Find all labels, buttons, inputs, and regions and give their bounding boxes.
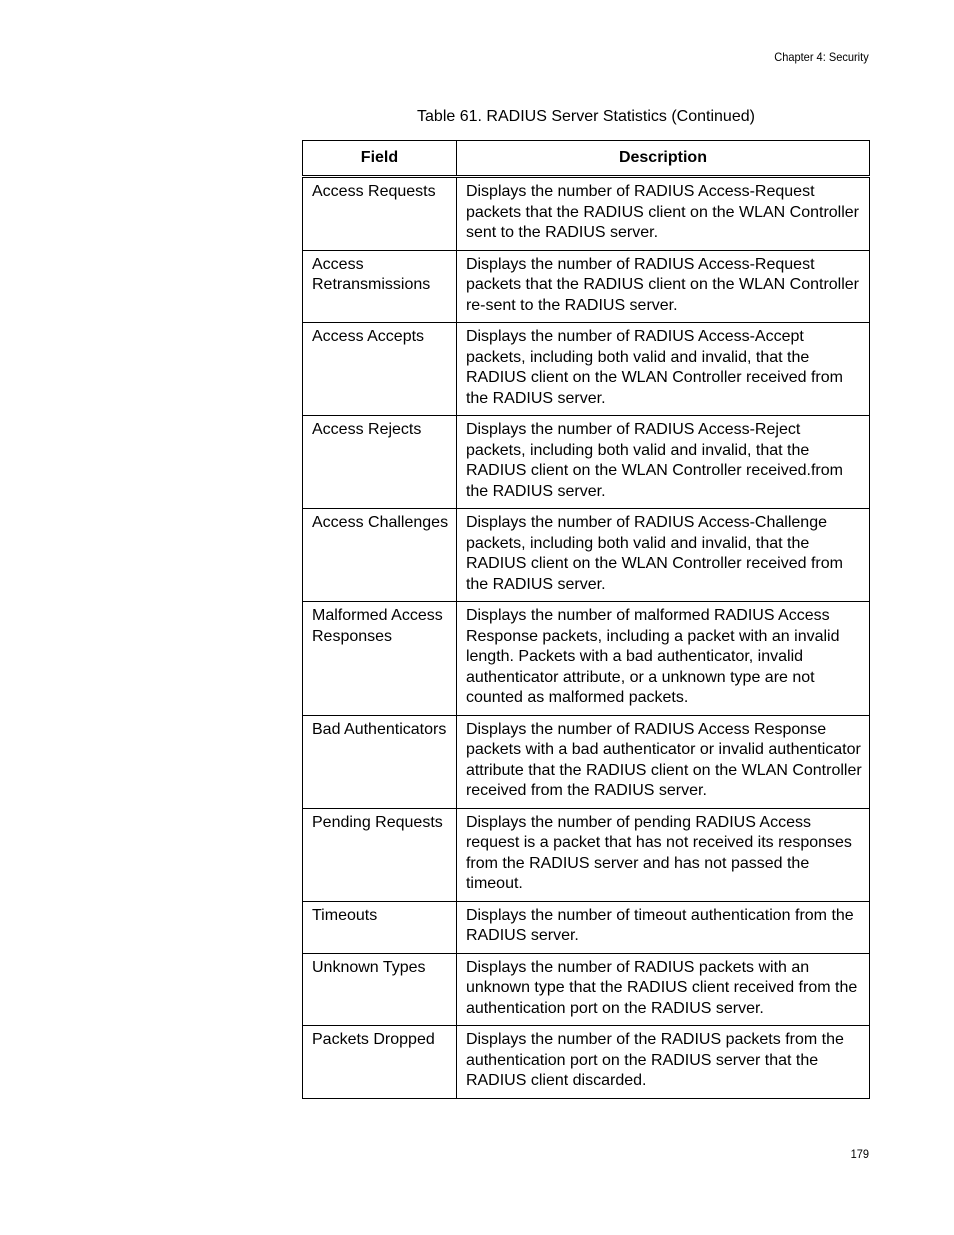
table-row [303,808,870,901]
description-cell: Displays the number of pending RADIUS Access request is a packet that has not received its responses from the RADIUS server and has not passed the timeout. [456,808,869,901]
field-cell: Unknown Types [303,953,457,1026]
description-cell: Displays the number of RADIUS Access-Accept packets, including both valid and invalid, that the RADIUS client on the WLAN Controller received from the RADIUS server. [456,323,869,416]
field-cell: Access Retransmissions [303,250,457,323]
running-header: Chapter 4: Security [774,50,869,64]
column-header-field: Field [303,141,457,177]
table-row [303,323,870,416]
table-row [303,1026,870,1099]
description-cell: Displays the number of RADIUS Access Response packets with a bad authenticator or invalid authenticator attribute that the RADIUS client on the WLAN Controller received from the RADIUS server. [456,715,869,808]
description-cell: Displays the number of RADIUS packets with an unknown type that the RADIUS client received from the authentication port on the RADIUS server. [456,953,869,1026]
field-cell: Access Accepts [303,323,457,416]
description-cell: Displays the number of RADIUS Access-Request packets that the RADIUS client on the WLAN Controller sent to the RADIUS server. [456,177,869,251]
field-cell: Access Requests [303,177,457,251]
column-header-description: Description [456,141,869,177]
field-cell: Packets Dropped [303,1026,457,1099]
description-cell: Displays the number of timeout authentication from the RADIUS server. [456,901,869,953]
table-row [303,953,870,1026]
table-row [303,602,870,716]
field-cell: Access Rejects [303,416,457,509]
description-cell: Displays the number of RADIUS Access-Request packets that the RADIUS client on the WLAN Controller re-sent to the RADIUS server. [456,250,869,323]
table-row [303,509,870,602]
description-cell: Displays the number of the RADIUS packets from the authentication port on the RADIUS server that the RADIUS client discarded. [456,1026,869,1099]
field-cell: Bad Authenticators [303,715,457,808]
table-row [303,177,870,251]
field-cell: Pending Requests [303,808,457,901]
field-cell: Access Challenges [303,509,457,602]
field-cell: Timeouts [303,901,457,953]
table-row [303,715,870,808]
table-caption: Table 61. RADIUS Server Statistics (Continued) [417,108,755,125]
table-header-row [303,141,870,177]
radius-statistics-table [302,140,870,1099]
description-cell: Displays the number of RADIUS Access-Reject packets, including both valid and invalid, that the RADIUS client on the WLAN Controller received.from the RADIUS server. [456,416,869,509]
table-row [303,416,870,509]
description-cell: Displays the number of malformed RADIUS Access Response packets, including a packet with an invalid length. Packets with a bad authenticator, invalid authenticator attribute, or a unknown type are not counted as malformed packets. [456,602,869,716]
field-cell: Malformed Access Responses [303,602,457,716]
table-row [303,901,870,953]
page-number: 179 [850,1147,869,1161]
table-row [303,250,870,323]
description-cell: Displays the number of RADIUS Access-Challenge packets, including both valid and invalid, that the RADIUS client on the WLAN Controller received from the RADIUS server. [456,509,869,602]
